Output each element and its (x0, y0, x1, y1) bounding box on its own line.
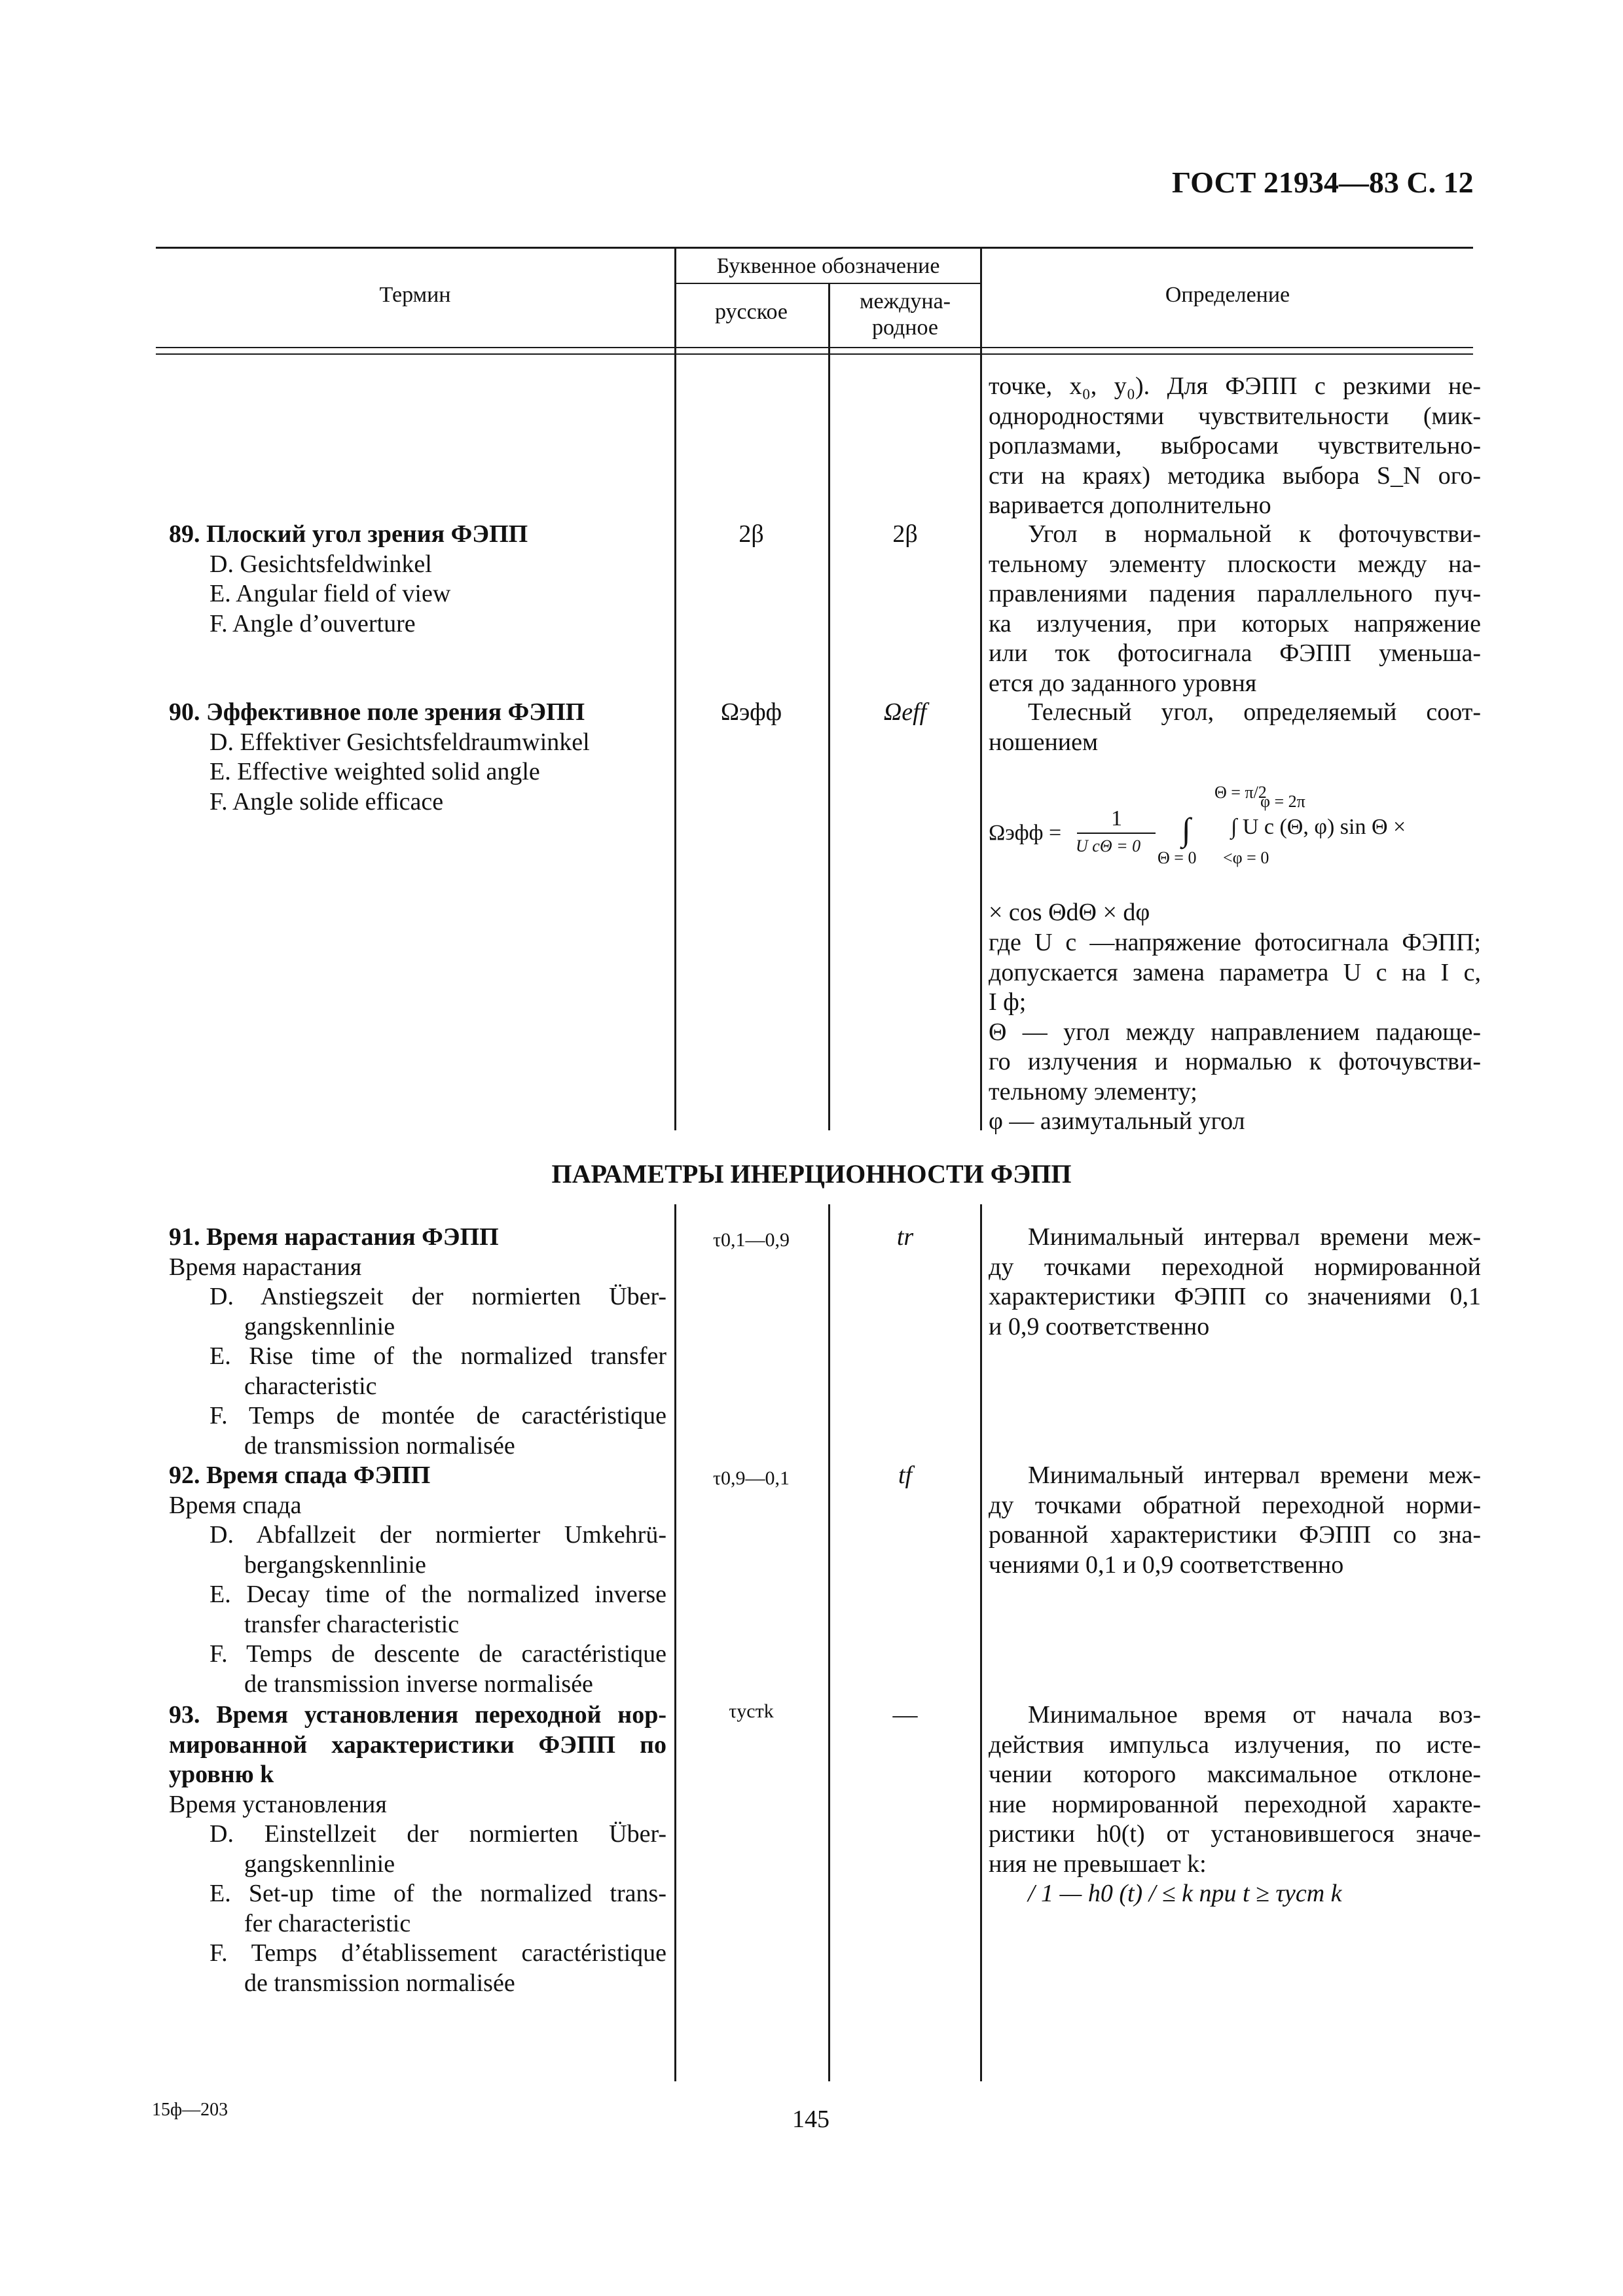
term-89 (169, 520, 666, 639)
col-divider-3-top (980, 247, 982, 1130)
page-number: 145 (792, 2106, 830, 2133)
formula-int2-top: φ = 2π (1260, 792, 1305, 811)
header-bottom-rule-1 (156, 347, 1473, 348)
term-translation: transfer characteristic (244, 1610, 460, 1638)
def-line: характеристики ФЭПП со значениями 0,1 (989, 1283, 1481, 1310)
formula-frac-num: 1 (1111, 806, 1122, 831)
col-divider-3-bottom (980, 1204, 982, 2081)
def-line: допускается замена параметра U c на I c, (989, 958, 1481, 986)
term-translation: bergangskennlinie (244, 1551, 426, 1579)
term-translation: E. Angular field of view (210, 580, 451, 607)
term-title: уровню k (169, 1761, 274, 1788)
term-translation: F. Angle d’ouverture (210, 609, 416, 637)
formula-line2: × cos ΘdΘ × dφ (989, 899, 1150, 926)
term-93 (169, 1700, 666, 1998)
term-title: 92. Время спада ФЭПП (169, 1462, 431, 1489)
term-translation: de transmission normalisée (244, 1969, 515, 1997)
term-title: 93. Время установления переходной нор- (169, 1701, 666, 1729)
formula-int1-top: Θ = π/2 (1214, 783, 1267, 802)
def-line: Минимальный интервал времени меж- (1028, 1462, 1481, 1489)
def-line: Минимальное время от начала воз- (1028, 1701, 1481, 1729)
term-translation: F. Angle solide efficace (210, 787, 444, 816)
term-translation: F. Temps d’établissement caractéristique (210, 1939, 666, 1967)
term-translation: D. Einstellzeit der normierten Über- (210, 1820, 666, 1848)
formula-frac-bar (1077, 833, 1156, 834)
term-translation: D. Gesichtsfeldwinkel (210, 550, 432, 578)
definition-89 (989, 520, 1481, 698)
term-translation: E. Decay time of the normalized inverse (210, 1581, 666, 1608)
symbol-int-89: 2β (892, 520, 918, 548)
symbol-int-90: Ωeff (883, 698, 927, 726)
term-title: 91. Время нарастания ФЭПП (169, 1223, 499, 1251)
def-line: ния не превышает k: (989, 1850, 1207, 1878)
header-russian: русское (714, 300, 788, 324)
def-line: тельному элементу плоскости между на- (989, 550, 1481, 578)
term-90 (169, 698, 666, 817)
def-line: I ф; (989, 988, 1027, 1016)
term-translation: characteristic (244, 1372, 377, 1400)
term-translation: F. Temps de montée de caractéristique (210, 1402, 666, 1429)
term-short: Время нарастания (169, 1253, 362, 1281)
term-translation: gangskennlinie (244, 1312, 395, 1340)
header-international-1: междуна- (859, 289, 951, 314)
term-translation: E. Rise time of the normalized transfer (210, 1342, 666, 1370)
def-line: варивается дополнительно (989, 492, 1271, 519)
term-title: 89. Плоский угол зрения ФЭПП (169, 520, 528, 548)
term-translation: E. Effective weighted solid angle (210, 758, 540, 785)
symbol-ru-92: τ0,9—0,1 (712, 1467, 790, 1489)
col-divider-2-bottom (828, 1204, 830, 2081)
term-short: Время установления (169, 1790, 387, 1818)
term-translation: gangskennlinie (244, 1850, 395, 1878)
header-definition: Определение (1165, 283, 1290, 307)
term-translation: de transmission normalisée (244, 1431, 515, 1460)
def-line: ется до заданного уровня (989, 669, 1257, 697)
term-translation: E. Set-up time of the normalized trans- (210, 1880, 666, 1907)
page-header: ГОСТ 21934—83 С. 12 (1172, 166, 1474, 199)
term-91 (169, 1223, 666, 1461)
def-line: Θ — угол между направлением падающе- (989, 1018, 1481, 1046)
definition-90-bottom (989, 928, 1481, 1137)
definition-93 (989, 1700, 1481, 1909)
definition-90-top (989, 698, 1481, 757)
def-line: φ — азимутальный угол (989, 1107, 1245, 1135)
footer-code: 15ф—203 (152, 2100, 228, 2120)
def-line: тельному элементу; (989, 1077, 1197, 1105)
definition-91 (989, 1223, 1481, 1342)
term-translation: F. Temps de descente de caractéristique (210, 1640, 666, 1668)
header-international-2: родное (871, 315, 939, 340)
def-line: Угол в нормальной к фоточувстви- (1028, 520, 1481, 548)
def-formula-line: / 1 — h0 (t) / ≤ k при t ≥ τуст k (1028, 1880, 1342, 1907)
def-line: и 0,9 соответственно (989, 1312, 1210, 1340)
symbol-ru-90: Ωэфф (720, 698, 782, 726)
def-line: ношением (989, 728, 1099, 756)
def-line: ка излучения, при которых напряжение (989, 609, 1481, 637)
def-line: правлениями падения параллельного пуч- (989, 580, 1481, 607)
def-line: где U c —напряжение фотосигнала ФЭПП; (989, 929, 1481, 956)
def-line: чении которого максимальное отклоне- (989, 1761, 1481, 1788)
def-line: Телесный угол, определяемый соот- (1028, 698, 1481, 726)
def-line: ду точками переходной нормированной (989, 1253, 1481, 1281)
def-line: рованной характеристики ФЭПП со зна- (989, 1521, 1481, 1549)
def-line: Минимальный интервал времени меж- (1028, 1223, 1481, 1251)
term-title: мированной характеристики ФЭПП по (169, 1731, 666, 1759)
def-line: однородностями чувствительности (мик- (989, 402, 1481, 430)
def-line: роплазмами, выбросами чувствительно- (989, 432, 1481, 459)
symbol-ru-91: τ0,1—0,9 (712, 1229, 790, 1251)
formula-integral-1: ∫ (1182, 811, 1191, 848)
term-translation: D. Abfallzeit der normierter Umkehrü- (210, 1521, 666, 1549)
definition-continuation (989, 372, 1481, 521)
def-line: или ток фотосигнала ФЭПП уменьша- (989, 639, 1481, 667)
header-term: Термин (379, 283, 451, 307)
formula-lhs: Ωэфф = (989, 821, 1062, 845)
def-line: сти на краях) методика выбора S_N ого- (989, 461, 1481, 490)
formula-integrand: ∫ U c (Θ, φ) sin Θ × (1231, 815, 1406, 839)
term-translation: de transmission inverse normalisée (244, 1670, 593, 1698)
symbol-ru-89: 2β (739, 520, 764, 548)
term-translation: fer characteristic (244, 1909, 411, 1937)
def-line: ние нормированной переходной характе- (989, 1790, 1481, 1818)
term-title: 90. Эффективное поле зрения ФЭПП (169, 698, 585, 726)
header-letter-designation: Буквенное обозначение (716, 254, 940, 278)
symbol-int-93: — (892, 1701, 918, 1729)
symbol-ru-93: τустk (729, 1700, 774, 1722)
header-bottom-rule-2 (156, 353, 1473, 355)
def-line: действия импульса излучения, по исте- (989, 1731, 1481, 1759)
term-translation: D. Anstiegszeit der normierten Über- (210, 1283, 666, 1310)
col-divider-1-top (674, 247, 676, 1130)
table-top-rule (156, 247, 1473, 249)
symbol-int-92: tf (898, 1462, 913, 1489)
def-line: чениями 0,1 и 0,9 соответственно (989, 1551, 1344, 1579)
def-line: ристики h0(t) от установившегося значе- (989, 1820, 1481, 1848)
section-title: ПАРАМЕТРЫ ИНЕРЦИОННОСТИ ФЭПП (551, 1159, 1072, 1189)
def-line: точке, x₀, y₀). Для ФЭПП с резкими не- (989, 372, 1481, 400)
formula-int2-bot: <φ = 0 (1223, 848, 1269, 867)
def-line: го излучения и нормалью к фоточувстви- (989, 1048, 1481, 1075)
term-short: Время спада (169, 1491, 302, 1519)
term-92 (169, 1461, 666, 1699)
definition-92 (989, 1461, 1481, 1580)
term-translation: D. Effektiver Gesichtsfeldraumwinkel (210, 728, 590, 756)
formula-int1-bot: Θ = 0 (1158, 848, 1197, 867)
symbol-int-91: tr (896, 1223, 914, 1251)
col-divider-1-bottom (674, 1204, 676, 2081)
formula-frac-den: U cΘ = 0 (1076, 836, 1141, 855)
def-line: ду точками обратной переходной норми- (989, 1491, 1481, 1519)
